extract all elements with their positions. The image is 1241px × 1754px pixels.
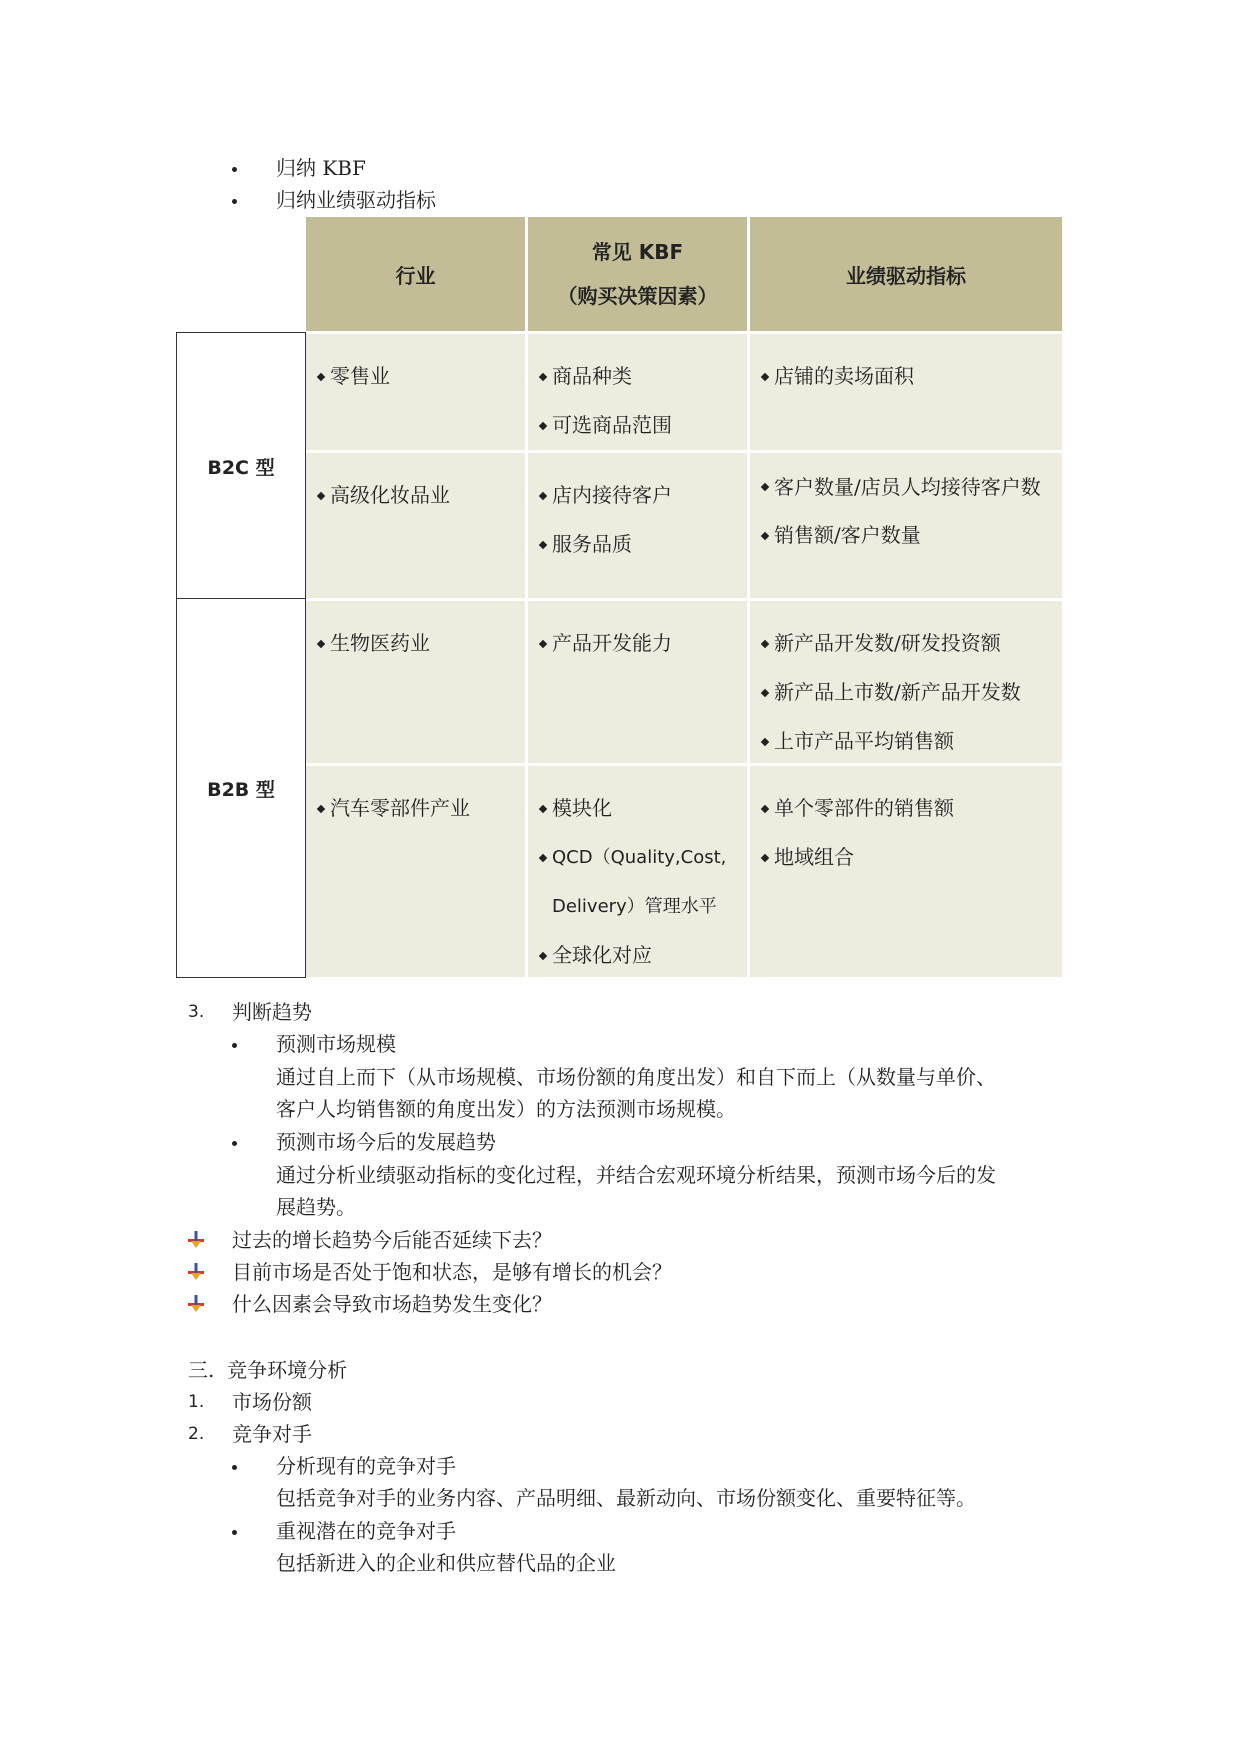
diamond-bullet-icon	[761, 738, 769, 746]
diamond-bullet-icon	[317, 805, 325, 813]
item-text: 服务品质	[552, 532, 632, 556]
section-number: 3.	[188, 1002, 205, 1022]
item-text: 地域组合	[774, 845, 854, 869]
list-item	[540, 471, 747, 520]
item-text: QCD（Quality,Cost,	[552, 847, 727, 868]
paragraph-line: 展趋势。	[276, 1195, 356, 1219]
segment-label: B2C 型	[207, 456, 275, 479]
diamond-bullet-icon	[539, 952, 547, 960]
diamond-bullet-icon	[539, 541, 547, 549]
diamond-bullet-icon	[761, 689, 769, 697]
diamond-bullet-icon	[539, 373, 547, 381]
diamond-bullet-icon	[761, 805, 769, 813]
bullet-title: 重视潜在的竞争对手	[276, 1519, 456, 1543]
table-cell	[306, 453, 525, 598]
list-item	[762, 717, 1062, 766]
list-item	[762, 668, 1062, 717]
table-header-kbf	[528, 217, 747, 331]
diamond-bullet-icon	[761, 640, 769, 648]
question-text: 过去的增长趋势今后能否延续下去？	[232, 1228, 552, 1252]
table-cell	[750, 766, 1062, 977]
arrow-down-icon	[188, 1231, 204, 1249]
list-item	[762, 511, 1052, 560]
section-heading: 三. 竞争环境分析	[188, 1358, 348, 1382]
diamond-bullet-icon	[761, 854, 769, 862]
item-number: 2.	[188, 1424, 205, 1444]
item-title: 市场份额	[232, 1390, 312, 1414]
list-item	[540, 784, 747, 833]
table-cell	[528, 453, 747, 598]
bullet-title: 预测市场规模	[276, 1032, 396, 1056]
question-text: 什么因素会导致市场趋势发生变化？	[232, 1292, 552, 1316]
bullet-dot	[232, 1465, 237, 1470]
item-text: 零售业	[330, 364, 390, 388]
item-text: 客户数量/店员人均接待客户数	[774, 475, 1041, 499]
bullet-dot	[232, 167, 237, 172]
bullet-dot	[232, 1530, 237, 1535]
bullet-title: 分析现有的竞争对手	[276, 1454, 456, 1478]
paragraph-line: 通过自上而下（从市场规模、市场份额的角度出发）和自下而上（从数量与单价、	[276, 1065, 996, 1089]
list-item	[318, 471, 525, 520]
segment-b2c	[176, 332, 306, 600]
list-item	[540, 833, 747, 882]
item-text: 产品开发能力	[552, 631, 672, 655]
item-text: 可选商品范围	[552, 413, 672, 437]
item-text: 单个零部件的销售额	[774, 796, 954, 820]
paragraph-line: 包括竞争对手的业务内容、产品明细、最新动向、市场份额变化、重要特征等。	[276, 1486, 976, 1510]
item-text: 上市产品平均销售额	[774, 729, 954, 753]
item-text: 高级化妆品业	[330, 483, 450, 507]
bullet-text: 归纳业绩驱动指标	[276, 188, 436, 212]
paragraph-line: 包括新进入的企业和供应替代品的企业	[276, 1551, 616, 1575]
list-item	[318, 352, 525, 401]
table-header-drivers	[750, 217, 1062, 331]
diamond-bullet-icon	[317, 640, 325, 648]
bullet-dot	[232, 1141, 237, 1146]
list-item	[540, 931, 747, 980]
diamond-bullet-icon	[539, 854, 547, 862]
table-cell	[306, 766, 525, 977]
diamond-bullet-icon	[539, 805, 547, 813]
list-item	[540, 520, 747, 569]
list-item	[540, 401, 747, 450]
item-text: 商品种类	[552, 364, 632, 388]
table-cell	[528, 601, 747, 763]
bullet-title: 预测市场今后的发展趋势	[276, 1130, 496, 1154]
item-text: 全球化对应	[552, 943, 652, 967]
list-item	[762, 833, 1062, 882]
diamond-bullet-icon	[317, 492, 325, 500]
list-item	[318, 619, 525, 668]
bullet-text: 归纳 KBF	[276, 156, 366, 180]
paragraph-line: 客户人均销售额的角度出发）的方法预测市场规模。	[276, 1097, 736, 1121]
header-label: 常见 KBF	[591, 240, 684, 264]
arrow-down-icon	[188, 1263, 204, 1281]
list-item	[762, 352, 1062, 401]
table-cell	[750, 601, 1062, 763]
table-cell	[528, 766, 747, 977]
diamond-bullet-icon	[539, 492, 547, 500]
table-cell	[528, 334, 747, 450]
diamond-bullet-icon	[539, 422, 547, 430]
table-cell	[306, 601, 525, 763]
diamond-bullet-icon	[761, 373, 769, 381]
item-text: 店铺的卖场面积	[774, 364, 914, 388]
item-text: 汽车零部件产业	[330, 796, 470, 820]
item-title: 竞争对手	[232, 1422, 312, 1446]
diamond-bullet-icon	[317, 373, 325, 381]
question-text: 目前市场是否处于饱和状态，是够有增长的机会？	[232, 1260, 672, 1284]
bullet-dot	[232, 1043, 237, 1048]
item-number: 1.	[188, 1392, 205, 1412]
list-item	[762, 463, 1052, 511]
header-label: （购买决策因素）	[557, 284, 718, 308]
item-text: 新产品上市数/新产品开发数	[774, 680, 1021, 704]
header-label: 业绩驱动指标	[846, 263, 966, 288]
list-item	[540, 882, 747, 931]
diamond-bullet-icon	[539, 640, 547, 648]
item-text: 模块化	[552, 796, 612, 820]
diamond-bullet-icon	[761, 483, 769, 491]
arrow-down-icon	[188, 1295, 204, 1313]
list-item	[540, 619, 747, 668]
list-item	[318, 784, 525, 833]
table-cell	[750, 334, 1062, 450]
bullet-dot	[232, 199, 237, 204]
segment-label: B2B 型	[207, 778, 275, 801]
item-text: 生物医药业	[330, 631, 430, 655]
item-text: Delivery）管理水平	[552, 896, 717, 917]
table-cell	[750, 453, 1062, 598]
item-text: 店内接待客户	[552, 483, 672, 507]
item-text: 新产品开发数/研发投资额	[774, 631, 1001, 655]
section-title: 判断趋势	[232, 1000, 312, 1024]
diamond-bullet-icon	[761, 532, 769, 540]
list-item	[762, 784, 1062, 833]
list-item	[762, 619, 1062, 668]
segment-b2b	[176, 598, 306, 978]
table-cell	[306, 334, 525, 450]
list-item	[540, 352, 747, 401]
header-label: 行业	[395, 263, 436, 288]
table-header-industry	[306, 217, 525, 331]
paragraph-line: 通过分析业绩驱动指标的变化过程，并结合宏观环境分析结果，预测市场今后的发	[276, 1163, 996, 1187]
item-text: 销售额/客户数量	[774, 523, 921, 547]
